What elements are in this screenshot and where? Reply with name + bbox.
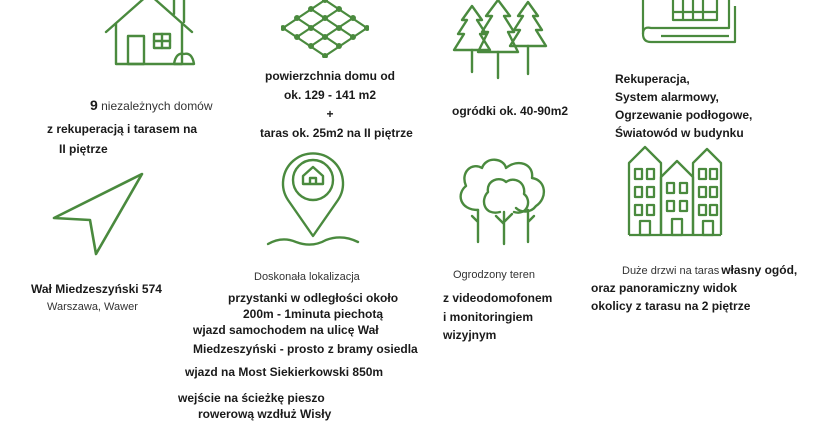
houses-line3: II piętrze xyxy=(59,142,108,156)
gardens-line1: ogródki ok. 40-90m2 xyxy=(452,104,569,118)
location-line2: 200m - 1minuta piechotą xyxy=(243,307,384,321)
fenced-line2: i monitoringiem xyxy=(443,310,533,324)
address-city: Warszawa, Wawer xyxy=(47,301,138,313)
townhouses-icon xyxy=(627,145,723,241)
features-line1: Rekuperacja, xyxy=(615,72,690,86)
address-street: Wał Miedzeszyński 574 xyxy=(31,282,162,296)
deciduous-trees-icon xyxy=(454,150,550,246)
doors-line1 xyxy=(622,262,797,279)
doors-line2: oraz panoramiczny widok xyxy=(591,281,738,295)
houses-label: niezależnych domów xyxy=(97,99,213,113)
location-arrow-icon xyxy=(50,170,146,256)
location-title: Doskonała lokalizacja xyxy=(254,271,360,283)
doors-line3: okolicy z tarasu na 2 piętrze xyxy=(591,299,751,313)
map-pin-icon xyxy=(266,150,360,250)
features-line4: Światowód w budynku xyxy=(615,126,744,140)
area-plus: + xyxy=(326,107,334,121)
houses-line2: z rekuperacją i tarasem na xyxy=(47,122,198,136)
plot-grid-icon xyxy=(281,0,369,58)
location-line4: Miedzeszyński - prosto z bramy osiedla xyxy=(193,342,418,356)
houses-count: 9 xyxy=(90,97,98,113)
features-line2: System alarmowy, xyxy=(615,90,719,104)
fenced-line1: z videodomofonem xyxy=(443,291,553,305)
area-line2: ok. 129 - 141 m2 xyxy=(283,88,377,102)
houses-line1 xyxy=(90,97,213,114)
location-line3: wjazd samochodem na ulicę Wał xyxy=(193,323,379,337)
location-line1: przystanki w odległości około xyxy=(228,291,399,305)
area-line4: taras ok. 25m2 na II piętrze xyxy=(260,126,413,140)
location-line7: rowerową wzdłuż Wisły xyxy=(198,407,332,421)
features-line3: Ogrzewanie podłogowe, xyxy=(615,108,753,122)
fenced-title: Ogrodzony teren xyxy=(453,269,535,281)
blueprint-icon xyxy=(637,0,739,44)
pine-trees-icon xyxy=(452,0,550,80)
fenced-line3: wizyjnym xyxy=(443,328,497,342)
house-icon xyxy=(104,0,196,68)
doors-garden: własny ogód, xyxy=(721,263,798,277)
location-line6: wejście na ścieżkę pieszo xyxy=(178,391,325,405)
location-line5: wjazd na Most Siekierkowski 850m xyxy=(185,365,384,379)
area-line1: powierzchnia domu od xyxy=(264,69,395,83)
doors-title: Duże drzwi na taras xyxy=(622,265,720,277)
